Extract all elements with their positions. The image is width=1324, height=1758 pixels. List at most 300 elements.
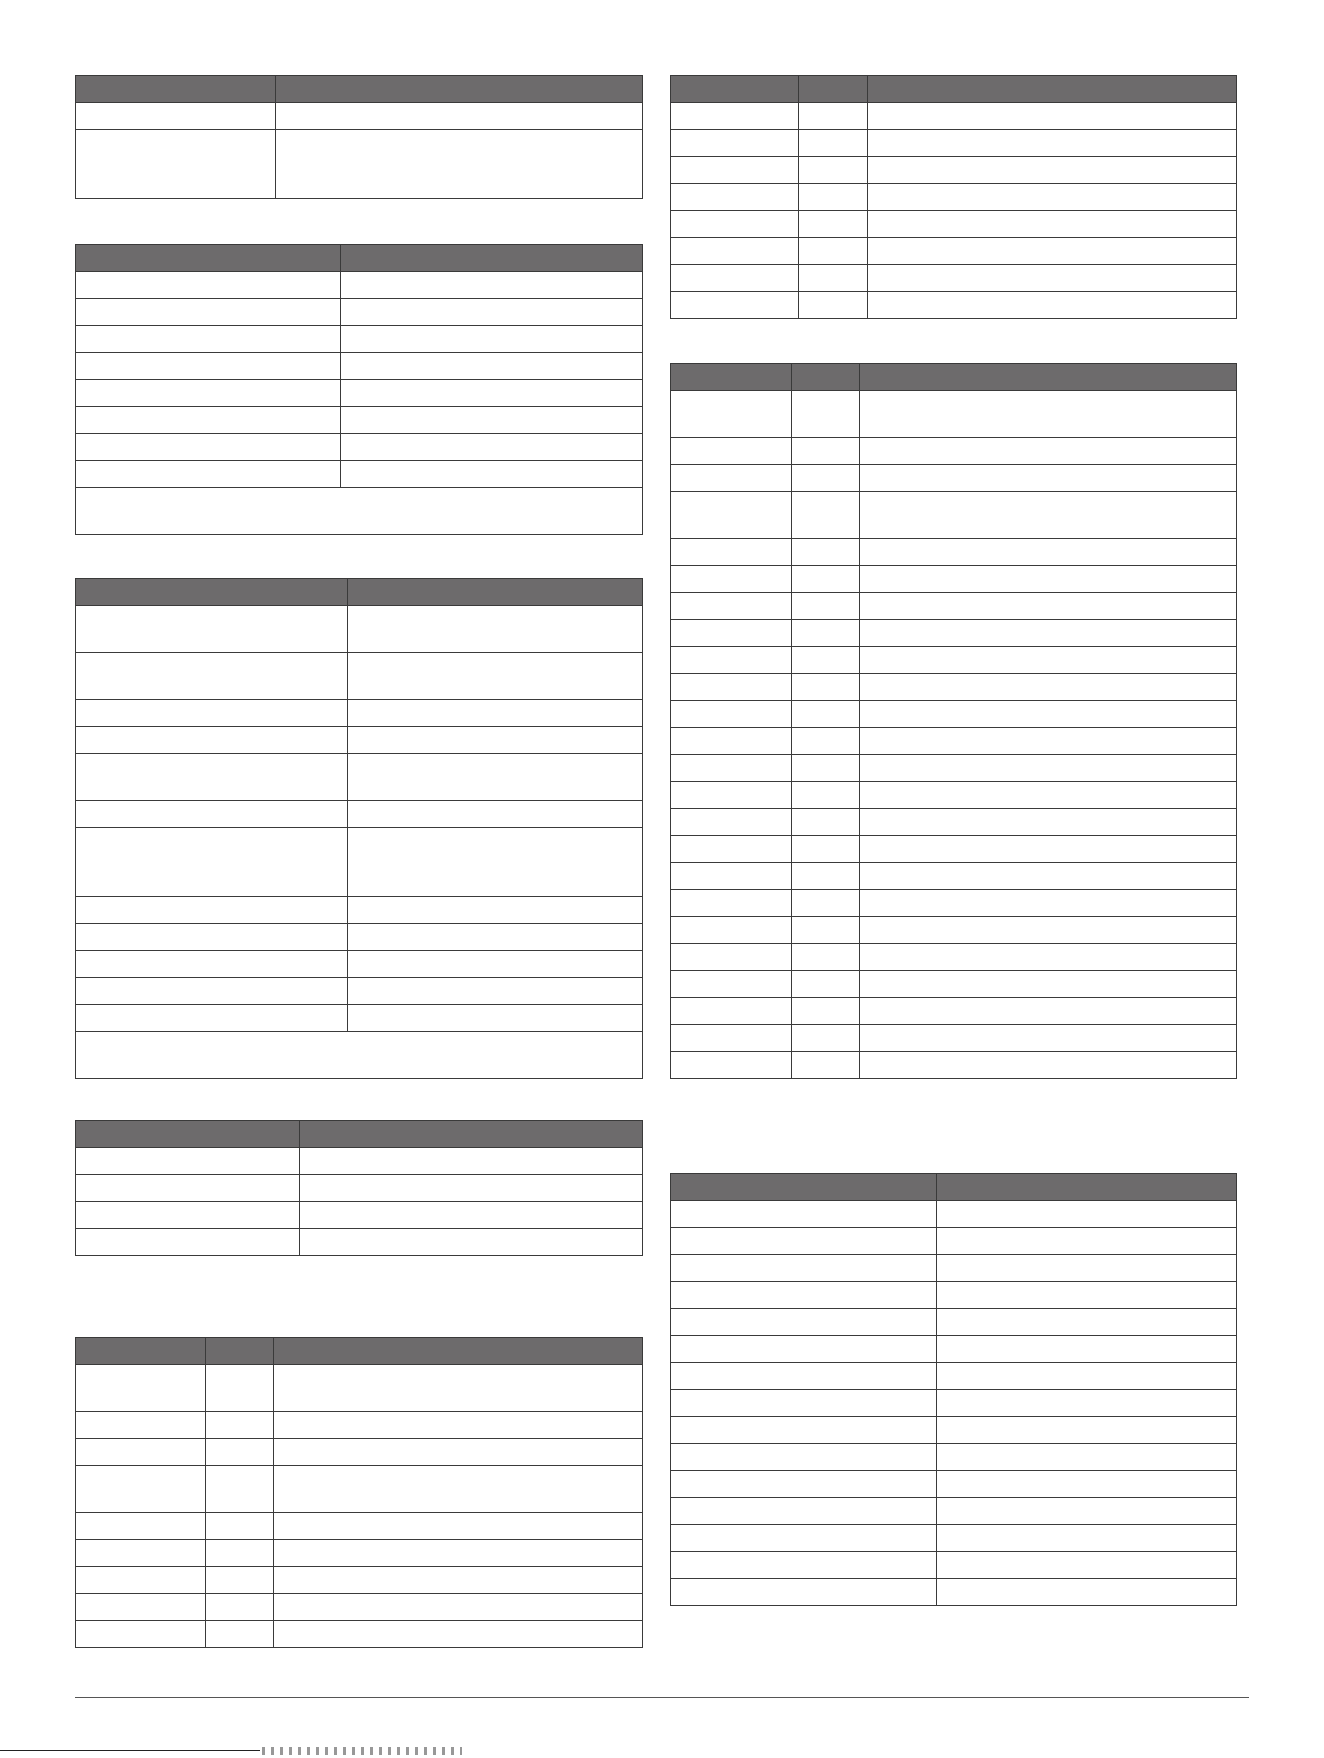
- table-cell: [671, 620, 792, 647]
- table-5: [75, 1337, 643, 1648]
- table-cell: [860, 863, 1237, 890]
- table-row: [671, 1417, 1237, 1444]
- table-cell: [792, 593, 860, 620]
- table-3: [75, 578, 643, 1079]
- table-row: [671, 265, 1237, 292]
- table-row: [671, 863, 1237, 890]
- table-row: [671, 130, 1237, 157]
- table-cell: [671, 917, 792, 944]
- table-cell: [348, 700, 643, 727]
- table-cell: [348, 606, 643, 653]
- table-cell: [348, 978, 643, 1005]
- table-cell: [76, 653, 348, 700]
- table-cell: [76, 1621, 206, 1648]
- table-cell: [860, 566, 1237, 593]
- table-row: [76, 897, 643, 924]
- table-cell: [76, 1175, 300, 1202]
- table-cell: [76, 326, 341, 353]
- table-cell: [792, 755, 860, 782]
- table-cell: [799, 238, 868, 265]
- table-cell: [348, 897, 643, 924]
- table-cell: [937, 1579, 1237, 1606]
- table-cell: [671, 944, 792, 971]
- table-cell: [341, 299, 643, 326]
- table-row: [671, 539, 1237, 566]
- table-cell: [671, 391, 792, 438]
- table-cell: [937, 1255, 1237, 1282]
- table-cell: [860, 917, 1237, 944]
- table-row: [671, 620, 1237, 647]
- table-7: [670, 363, 1237, 1079]
- table-cell: [799, 130, 868, 157]
- table-cell: [868, 103, 1237, 130]
- table-cell: [860, 492, 1237, 539]
- table-row: [671, 782, 1237, 809]
- table-cell: [671, 728, 792, 755]
- table-row: [671, 1363, 1237, 1390]
- table-body: [76, 1148, 643, 1256]
- table-cell: [792, 620, 860, 647]
- table-cell: [671, 438, 792, 465]
- table-row: [671, 755, 1237, 782]
- table-cell: [348, 727, 643, 754]
- table-cell: [868, 130, 1237, 157]
- table-cell: [937, 1228, 1237, 1255]
- table-cell: [671, 1309, 937, 1336]
- table-row: [76, 754, 643, 801]
- table-cell: [671, 1498, 937, 1525]
- table-cell: [860, 539, 1237, 566]
- table-header-row: [76, 76, 643, 103]
- table-row: [671, 1336, 1237, 1363]
- table-cell: [671, 130, 799, 157]
- table-cell: [792, 1025, 860, 1052]
- table-cell: [671, 1255, 937, 1282]
- table-row: [76, 1567, 643, 1594]
- table-row: [76, 434, 643, 461]
- table-cell: [671, 1444, 937, 1471]
- table-cell: [300, 1175, 643, 1202]
- table-cell: [792, 890, 860, 917]
- table-cell: [274, 1513, 643, 1540]
- table-cell: [860, 593, 1237, 620]
- table-cell: [76, 1567, 206, 1594]
- table-cell: [274, 1594, 643, 1621]
- table-cell: [206, 1513, 274, 1540]
- table-note-row: [76, 1032, 643, 1079]
- table-cell: [76, 1202, 300, 1229]
- table-cell: [671, 292, 799, 319]
- table-cell: [274, 1365, 643, 1412]
- table-row: [76, 1439, 643, 1466]
- table-cell: [868, 292, 1237, 319]
- table-cell: [792, 566, 860, 593]
- table-cell: [860, 438, 1237, 465]
- table-cell: [937, 1282, 1237, 1309]
- table-body: [76, 606, 643, 1079]
- table-cell: [671, 1417, 937, 1444]
- table-cell: [274, 1621, 643, 1648]
- table-cell: [76, 1466, 206, 1513]
- table-row: [76, 700, 643, 727]
- table-cell: [76, 407, 341, 434]
- table-cell: [671, 1025, 792, 1052]
- table-cell: [937, 1201, 1237, 1228]
- table-cell: [76, 828, 348, 897]
- table-row: [671, 1444, 1237, 1471]
- table-header-row: [671, 76, 1237, 103]
- table-row: [671, 1255, 1237, 1282]
- table-body: [671, 103, 1237, 319]
- table-cell: [868, 184, 1237, 211]
- table-cell: [792, 647, 860, 674]
- table-cell: [348, 924, 643, 951]
- table-cell: [671, 1525, 937, 1552]
- table-cell: [792, 728, 860, 755]
- table-row: [76, 606, 643, 653]
- table-cell: [348, 828, 643, 897]
- table-cell: [671, 465, 792, 492]
- table-cell: [671, 1228, 937, 1255]
- table-cell: [76, 1540, 206, 1567]
- table-cell: [671, 265, 799, 292]
- table-row: [671, 1201, 1237, 1228]
- table-cell: [76, 754, 348, 801]
- table-cell: [76, 1229, 300, 1256]
- table-body: [76, 1365, 643, 1648]
- table-4: [75, 1120, 643, 1256]
- table-row: [671, 103, 1237, 130]
- table-note-cell: [76, 1032, 643, 1079]
- table-cell: [341, 353, 643, 380]
- table-cell: [799, 292, 868, 319]
- table-cell: [76, 897, 348, 924]
- table-header-row: [76, 579, 643, 606]
- table-header-row: [76, 245, 643, 272]
- table-cell: [671, 755, 792, 782]
- table-cell: [76, 434, 341, 461]
- table-row: [671, 1552, 1237, 1579]
- table-cell: [860, 998, 1237, 1025]
- table-cell: [671, 539, 792, 566]
- table-row: [671, 438, 1237, 465]
- table-cell: [76, 130, 276, 199]
- table-note-cell: [76, 488, 643, 535]
- table-cell: [671, 157, 799, 184]
- table-cell: [300, 1148, 643, 1175]
- table-cell: [76, 727, 348, 754]
- table-cell: [792, 998, 860, 1025]
- table-cell: [341, 434, 643, 461]
- table-body: [671, 1201, 1237, 1606]
- table-cell: [937, 1336, 1237, 1363]
- table-cell: [671, 1282, 937, 1309]
- table-cell: [868, 238, 1237, 265]
- table-row: [76, 1540, 643, 1567]
- table-row: [671, 391, 1237, 438]
- table-row: [671, 1052, 1237, 1079]
- table-row: [671, 492, 1237, 539]
- table-cell: [860, 971, 1237, 998]
- table-cell: [76, 353, 341, 380]
- table-cell: [348, 653, 643, 700]
- table-cell: [671, 1336, 937, 1363]
- table-cell: [300, 1229, 643, 1256]
- table-cell: [671, 238, 799, 265]
- table-cell: [76, 380, 341, 407]
- table-cell: [76, 1439, 206, 1466]
- table-cell: [206, 1594, 274, 1621]
- table-cell: [937, 1444, 1237, 1471]
- table-cell: [860, 391, 1237, 438]
- table-cell: [792, 782, 860, 809]
- table-cell: [671, 492, 792, 539]
- table-cell: [860, 944, 1237, 971]
- table-cell: [274, 1439, 643, 1466]
- table-row: [76, 461, 643, 488]
- table-cell: [206, 1567, 274, 1594]
- table-cell: [76, 1365, 206, 1412]
- table-cell: [76, 1412, 206, 1439]
- table-cell: [300, 1202, 643, 1229]
- table-header-row: [76, 1338, 643, 1365]
- table-row: [76, 924, 643, 951]
- table-row: [671, 465, 1237, 492]
- table-row: [671, 566, 1237, 593]
- table-row: [671, 157, 1237, 184]
- table-cell: [76, 1594, 206, 1621]
- table-row: [76, 1148, 643, 1175]
- table-cell: [860, 836, 1237, 863]
- table-cell: [76, 299, 341, 326]
- table-cell: [671, 701, 792, 728]
- table-cell: [799, 211, 868, 238]
- table-row: [76, 326, 643, 353]
- table-row: [671, 1579, 1237, 1606]
- table-cell: [799, 157, 868, 184]
- table-row: [671, 971, 1237, 998]
- table-cell: [274, 1567, 643, 1594]
- table-row: [76, 951, 643, 978]
- table-row: [671, 836, 1237, 863]
- table-cell: [671, 890, 792, 917]
- table-cell: [937, 1498, 1237, 1525]
- table-row: [671, 917, 1237, 944]
- table-row: [76, 1229, 643, 1256]
- table-cell: [206, 1365, 274, 1412]
- table-cell: [860, 1052, 1237, 1079]
- table-cell: [792, 944, 860, 971]
- table-row: [76, 1513, 643, 1540]
- table-cell: [792, 539, 860, 566]
- table-row: [671, 1309, 1237, 1336]
- table-cell: [799, 265, 868, 292]
- table-cell: [860, 674, 1237, 701]
- table-body: [76, 272, 643, 535]
- table-header-row: [671, 1174, 1237, 1201]
- table-cell: [937, 1525, 1237, 1552]
- table-cell: [76, 103, 276, 130]
- table-cell: [937, 1417, 1237, 1444]
- table-cell: [792, 492, 860, 539]
- table-cell: [671, 103, 799, 130]
- table-cell: [671, 593, 792, 620]
- table-1: [75, 75, 643, 199]
- table-row: [76, 1594, 643, 1621]
- table-cell: [76, 606, 348, 653]
- table-cell: [799, 103, 868, 130]
- table-cell: [937, 1363, 1237, 1390]
- footer-divider: [75, 1697, 1249, 1698]
- table-cell: [341, 272, 643, 299]
- table-cell: [671, 566, 792, 593]
- table-cell: [206, 1540, 274, 1567]
- table-cell: [671, 211, 799, 238]
- table-cell: [348, 754, 643, 801]
- table-row: [671, 593, 1237, 620]
- table-cell: [348, 951, 643, 978]
- table-cell: [341, 326, 643, 353]
- cropped-footer-text: [262, 1747, 462, 1755]
- table-cell: [206, 1412, 274, 1439]
- table-row: [76, 1175, 643, 1202]
- table-row: [671, 238, 1237, 265]
- table-cell: [76, 978, 348, 1005]
- table-cell: [671, 1471, 937, 1498]
- table-cell: [206, 1621, 274, 1648]
- cropped-footer-line: [0, 1750, 260, 1751]
- table-cell: [860, 728, 1237, 755]
- table-row: [671, 1471, 1237, 1498]
- table-cell: [276, 130, 643, 199]
- table-row: [76, 801, 643, 828]
- table-cell: [671, 1390, 937, 1417]
- table-cell: [274, 1466, 643, 1513]
- table-cell: [868, 211, 1237, 238]
- table-cell: [671, 863, 792, 890]
- table-row: [76, 653, 643, 700]
- table-6: [670, 75, 1237, 319]
- table-row: [671, 647, 1237, 674]
- table-cell: [76, 801, 348, 828]
- table-cell: [276, 103, 643, 130]
- table-row: [76, 103, 643, 130]
- table-cell: [937, 1471, 1237, 1498]
- table-cell: [792, 863, 860, 890]
- table-row: [76, 1365, 643, 1412]
- table-row: [671, 674, 1237, 701]
- table-cell: [860, 809, 1237, 836]
- table-row: [671, 701, 1237, 728]
- table-row: [76, 828, 643, 897]
- table-cell: [341, 461, 643, 488]
- table-row: [671, 809, 1237, 836]
- table-cell: [792, 1052, 860, 1079]
- table-cell: [76, 1513, 206, 1540]
- table-row: [76, 1202, 643, 1229]
- table-cell: [799, 184, 868, 211]
- table-cell: [792, 809, 860, 836]
- table-cell: [671, 1052, 792, 1079]
- table-row: [76, 727, 643, 754]
- table-row: [671, 890, 1237, 917]
- table-cell: [868, 265, 1237, 292]
- table-header-row: [671, 364, 1237, 391]
- table-cell: [860, 465, 1237, 492]
- table-cell: [860, 701, 1237, 728]
- table-body: [671, 391, 1237, 1079]
- table-cell: [206, 1439, 274, 1466]
- table-row: [671, 998, 1237, 1025]
- table-cell: [671, 1579, 937, 1606]
- table-cell: [341, 407, 643, 434]
- table-row: [671, 944, 1237, 971]
- table-row: [76, 1005, 643, 1032]
- table-cell: [76, 951, 348, 978]
- table-row: [76, 1621, 643, 1648]
- table-row: [671, 1025, 1237, 1052]
- table-cell: [76, 700, 348, 727]
- table-row: [671, 292, 1237, 319]
- table-cell: [792, 971, 860, 998]
- table-cell: [868, 157, 1237, 184]
- table-cell: [671, 809, 792, 836]
- table-cell: [937, 1309, 1237, 1336]
- table-cell: [671, 782, 792, 809]
- table-cell: [937, 1552, 1237, 1579]
- table-row: [76, 272, 643, 299]
- table-row: [76, 130, 643, 199]
- table-2: [75, 244, 643, 535]
- table-row: [671, 1525, 1237, 1552]
- table-cell: [76, 461, 341, 488]
- table-row: [671, 1228, 1237, 1255]
- table-cell: [341, 380, 643, 407]
- table-body: [76, 103, 643, 199]
- table-cell: [206, 1466, 274, 1513]
- table-cell: [671, 647, 792, 674]
- table-row: [671, 1498, 1237, 1525]
- table-row: [671, 728, 1237, 755]
- table-row: [76, 1466, 643, 1513]
- table-cell: [671, 836, 792, 863]
- table-cell: [860, 1025, 1237, 1052]
- table-cell: [671, 1552, 937, 1579]
- table-row: [76, 380, 643, 407]
- table-cell: [348, 1005, 643, 1032]
- table-cell: [348, 801, 643, 828]
- table-8: [670, 1173, 1237, 1606]
- table-cell: [860, 620, 1237, 647]
- table-row: [671, 211, 1237, 238]
- table-cell: [671, 674, 792, 701]
- table-cell: [671, 184, 799, 211]
- table-cell: [76, 272, 341, 299]
- table-cell: [860, 782, 1237, 809]
- table-row: [671, 184, 1237, 211]
- table-cell: [860, 755, 1237, 782]
- table-cell: [671, 971, 792, 998]
- table-cell: [671, 1201, 937, 1228]
- table-cell: [792, 917, 860, 944]
- table-row: [76, 299, 643, 326]
- table-cell: [671, 1363, 937, 1390]
- table-cell: [76, 1005, 348, 1032]
- table-row: [76, 978, 643, 1005]
- table-cell: [792, 701, 860, 728]
- table-cell: [860, 890, 1237, 917]
- table-row: [671, 1282, 1237, 1309]
